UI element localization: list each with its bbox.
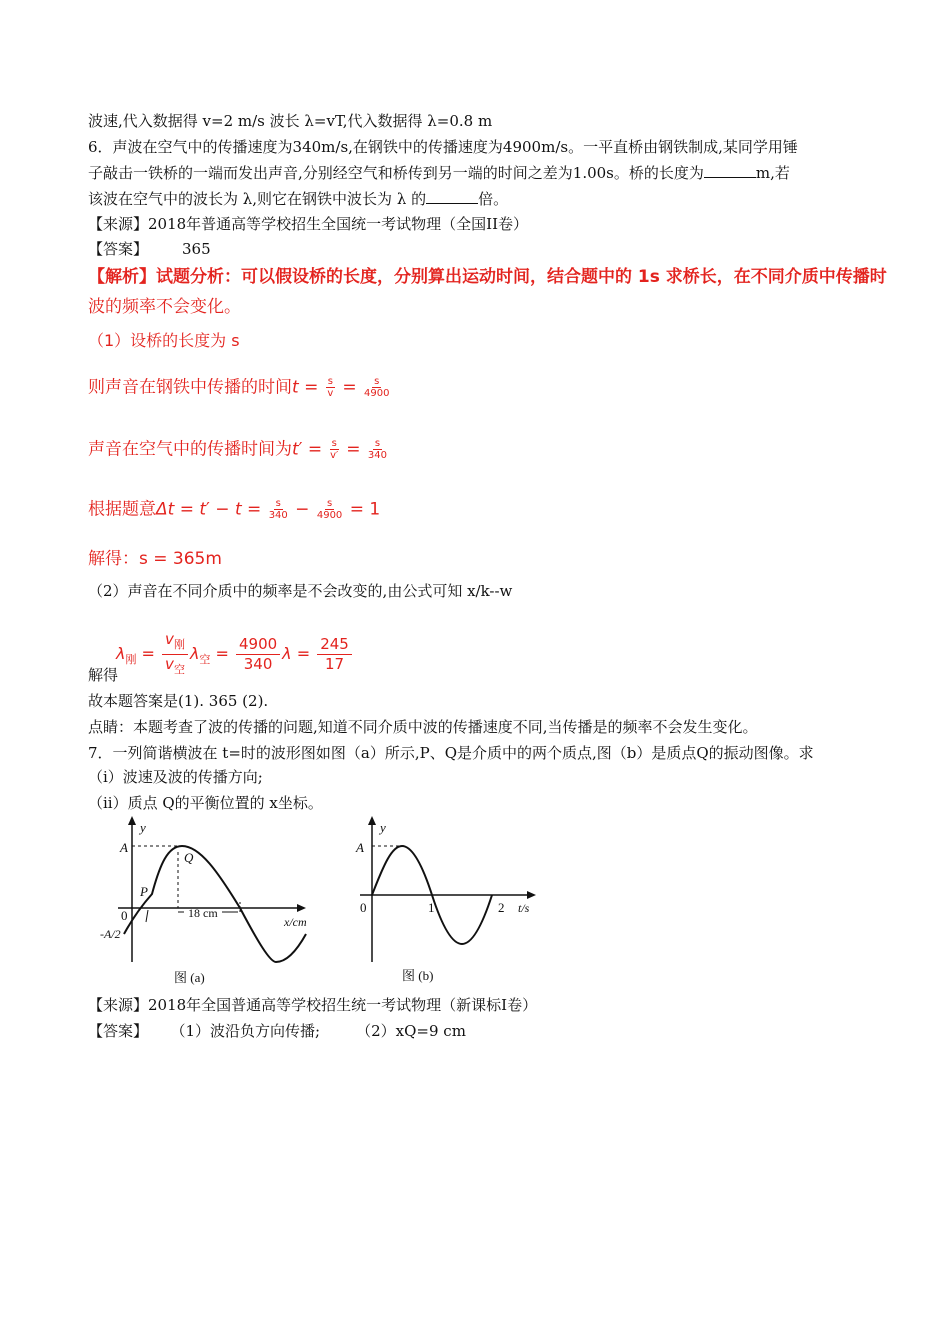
q7-line2: （i）波速及波的传播方向; xyxy=(88,768,263,786)
q6-line1: 6．声波在空气中的传播速度为340m/s,在钢铁中的传播速度为4900m/s。一平直桥由钢铁制成,某同学用锤 xyxy=(88,138,798,156)
q6-answer: 【答案】 365 xyxy=(88,240,211,258)
fig-a-amplitude-label: A xyxy=(120,840,128,855)
fig-b-tick-1: 1 xyxy=(428,900,435,915)
q6-step1: （1）设桥的长度为 s xyxy=(88,331,240,350)
q6-analysis-line2: 波的频率不会变化。 xyxy=(88,297,241,317)
q6-analysis-line1: 【解析】试题分析：可以假设桥的长度，分别算出运动时间，结合题中的 1s 求桥长，在不同介质中传播时 xyxy=(88,267,887,287)
q7-source: 【来源】2018年全国普通高等学校招生统一考试物理（新课标I卷） xyxy=(88,996,538,1014)
answer-blank-1[interactable] xyxy=(704,163,756,178)
fig-b-amplitude-label: A xyxy=(356,840,364,855)
fig-b-x-label: t/s xyxy=(518,901,530,915)
fig-a-caption: 图 (a) xyxy=(174,970,205,985)
fig-b-tick-2: 2 xyxy=(498,900,505,915)
q7-line3: （ii）质点 Q的平衡位置的 x坐标。 xyxy=(88,794,323,812)
figure-b-vibration xyxy=(350,812,550,990)
q6-line2: 子敲击一铁桥的一端而发出声音,分别经空气和桥传到另一端的时间之差为1.00s。桥的长度为 m,若 xyxy=(88,164,790,182)
q6-comment: 点睛：本题考查了波的传播的问题,知道不同介质中波的传播速度不同,当传播是的频率不会发生变化。 xyxy=(88,718,758,736)
equation-air-time: 声音在空气中的传播时间为t′ = $\frac{s}{v'}$ = $\frac{s}{340}$ xyxy=(88,438,387,461)
q6-source: 【来源】2018年普通高等学校招生全国统一考试物理（全国II卷） xyxy=(88,215,529,233)
fig-a-x-label: x/cm xyxy=(284,915,307,929)
fig-a-point-q: Q xyxy=(184,850,194,865)
equation-steel-time: 则声音在钢铁中传播的时间t = $\frac{s}{v}$ = $\frac{s}{4900}$ xyxy=(88,376,390,399)
q6-line3: 该波在空气中的波长为 λ,则它在钢铁中波长为 λ 的 倍。 xyxy=(88,190,509,208)
fig-a-neg-half-amplitude: -A/2 xyxy=(100,927,121,941)
equation-wavelength-ratio: $\lambda_刚$ = $v_刚$ $v_空$ $\lambda_空$ = $\frac{4900}{340}$ λ = $\frac{245}{17}$ xyxy=(116,630,354,679)
q7-answer: 【答案】 （1）波沿负方向传播; （2）xQ=9 cm xyxy=(88,1022,466,1040)
solve-label: 解得 xyxy=(88,666,119,684)
text-line-wave-speed: 波速,代入数据得 v=2 m/s 波长 λ=vT,代入数据得 λ=0.8 m xyxy=(88,112,493,130)
fig-b-y-label: y xyxy=(380,820,386,835)
q7-line1: 7．一列简谐横波在 t=时的波形图如图（a）所示,P、Q是介质中的两个质点,图（b）是质点Q的振动图像。求 xyxy=(88,744,814,762)
q6-step2: （2）声音在不同介质中的频率是不会改变的,由公式可知 x/k--w xyxy=(88,582,513,600)
figure-a-waveform xyxy=(100,812,330,990)
fig-b-origin: 0 xyxy=(360,900,367,915)
fig-a-y-label: y xyxy=(140,820,146,835)
answer-blank-2[interactable] xyxy=(426,189,478,204)
equation-solution: 解得：s = 365m xyxy=(88,549,222,569)
fig-a-point-p: P xyxy=(140,884,148,899)
fig-b-caption: 图 (b) xyxy=(402,968,434,983)
q6-conclusion: 故本题答案是(1). 365 (2). xyxy=(88,692,269,710)
fig-a-distance-label: 18 cm xyxy=(188,906,218,920)
fig-a-origin: 0 xyxy=(121,908,128,923)
equation-time-difference: 根据题意Δt = t′ − t = $\frac{s}{340}$ − $\frac{s}{4900}$ = 1 xyxy=(88,498,381,521)
